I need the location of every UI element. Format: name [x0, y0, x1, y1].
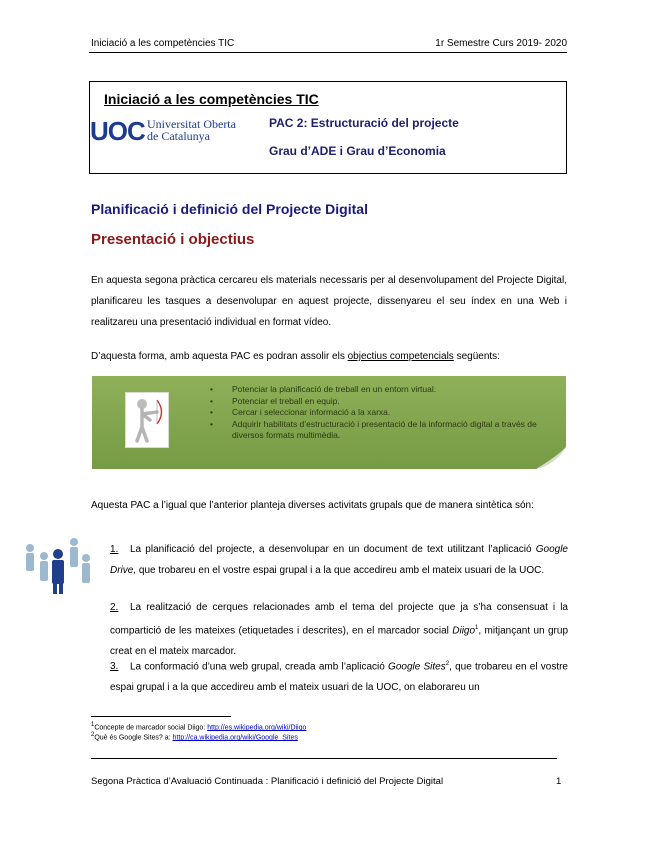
objectives-intro-text: D’aquesta forma, amb aquesta PAC es podran assolir els	[91, 351, 348, 362]
activity-emphasis: Diigo	[452, 625, 476, 637]
footnote	[91, 732, 298, 741]
objective-item: • Cercar i seleccionar informació a la xarxa.	[210, 407, 566, 419]
intro-paragraph: En aquesta segona pràctica cercareu els materials necessaris per al desenvolupament del Projecte Digital, planificareu les tasques a desenvolupar en aquest projecte, dissenyareu el seu índex en una Web i realitzareu una presentació individual en format vídeo.	[91, 275, 567, 328]
activities-intro: Aquesta PAC a l’igual que l’anterior planteja diverses activitats grupals que de manera sintètica són:	[91, 500, 534, 511]
title-box	[89, 81, 567, 174]
uoc-logo-line2: de Catalunya	[147, 129, 210, 143]
activity-number: 2.	[110, 602, 119, 613]
uoc-logo-line1: Universitat Oberta	[147, 117, 236, 131]
activity-number: 3.	[110, 661, 119, 673]
footnote-label: Concepte de marcador social Diigo:	[94, 724, 208, 732]
objectives-link[interactable]: objectius competencials	[347, 351, 454, 362]
pac-title: PAC 2: Estructuració del projecte	[269, 116, 459, 130]
footnote-number: 1	[91, 722, 95, 728]
subsection-heading: Presentació i objectius	[91, 231, 255, 248]
footnote-ref: 2	[445, 661, 450, 667]
activity-text: que trobareu en el vostre espai grupal i a la que accedireu amb el mateix usuari de la UOC.	[136, 565, 545, 576]
footnote-ref: 1	[475, 625, 479, 631]
objectives-intro-tail: següents:	[453, 351, 500, 362]
footer-text: Segona Pràctica d’Avaluació Continuada : Planificació i definició del Projecte Digital	[91, 776, 444, 787]
course-title: Iniciació a les competències TIC	[104, 91, 319, 107]
footnote-number: 2	[91, 732, 95, 738]
activity-emphasis: Google Sites	[388, 661, 446, 673]
people-group-icon	[20, 536, 100, 596]
objectives-list	[210, 384, 566, 442]
activity-item	[110, 597, 568, 662]
activity-text: La planificació del projecte, a desenvolupar en un document de text utilitzant l’aplicació	[130, 544, 536, 555]
footnote-label: Què és Google Sites? a:	[94, 734, 173, 742]
objectives-box	[92, 376, 566, 469]
footer-divider	[91, 758, 557, 759]
running-header-right: 1r Semestre Curs 2019- 2020	[435, 38, 567, 49]
activity-number: 1.	[110, 544, 119, 555]
activity-text: La conformació d’una web grupal, creada amb l’aplicació	[130, 661, 389, 673]
running-header-left: Iniciació a les competències TIC	[91, 38, 235, 49]
objective-item: • Potenciar el treball en equip.	[210, 396, 566, 408]
objective-item: • Potenciar la planificació de treball en un entorn virtual.	[210, 384, 566, 396]
activity-text: , que trobareu en el vostre espai grupal i a la que accedireu amb el mateix usuari de la UOC, on elaborareu un	[110, 661, 568, 694]
activity-text: , mitjançant un grup creat en el mateix marcador.	[110, 625, 569, 658]
header-divider	[89, 52, 567, 53]
objective-item: • Adquirir habilitats d’estructuració i presentació de la informació digital a través de diversos formats multimèdia.	[210, 419, 566, 442]
archer-figure-icon	[125, 392, 169, 448]
page-number: 1	[556, 776, 562, 787]
footnote	[91, 722, 306, 731]
footnote-link[interactable]: http://ca.wikipedia.org/wiki/Google_Sites	[172, 734, 298, 742]
uoc-logo-text	[147, 118, 236, 142]
activity-text: La realització de cerques relacionades amb el tema del projecte que ja s’ha consensuat i la compartició de les mateixes (etiquetades i descrites), en el marcador social	[110, 602, 568, 637]
objectives-intro	[91, 346, 567, 367]
footnote-divider	[91, 716, 231, 717]
degree-title: Grau d’ADE i Grau d’Economia	[269, 144, 446, 158]
uoc-logo-mark: UOC	[90, 116, 145, 146]
activity-emphasis: Google Drive,	[110, 544, 568, 576]
activity-item	[110, 654, 568, 698]
uoc-logo	[90, 116, 268, 156]
activity-item	[110, 539, 568, 581]
footnote-link[interactable]: http://es.wikipedia.org/wiki/Diigo	[207, 724, 307, 732]
page-curl-corner	[536, 447, 566, 469]
section-heading: Planificació i definició del Projecte Digital	[91, 201, 368, 217]
